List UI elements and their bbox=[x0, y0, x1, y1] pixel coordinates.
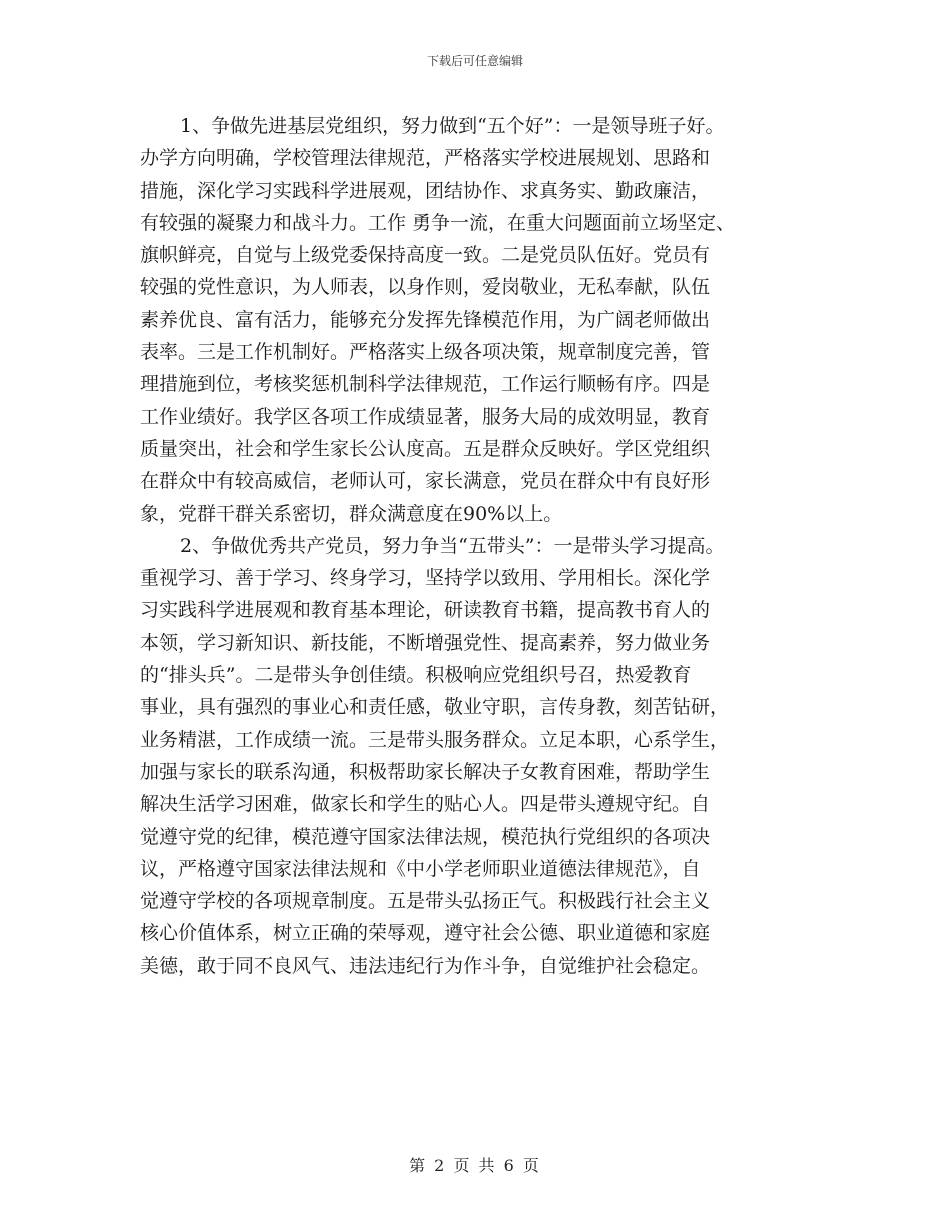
paragraph-line: 旗帜鲜亮，自觉与上级党委保持高度一致。二是党员队伍好。党员有 bbox=[140, 244, 711, 267]
paragraph-line: 工作业绩好。我学区各项工作成绩显著，服务大局的成效明显，教育 bbox=[140, 405, 711, 428]
paragraph-line: 素养优良、富有活力，能够充分发挥先锋模范作用，为广阔老师做出 bbox=[140, 308, 711, 331]
paragraph-line: 核心价值体系，树立正确的荣辱观，遵守社会公德、职业道德和家庭 bbox=[140, 922, 711, 945]
paragraph-line: 业务精湛，工作成绩一流。三是带头服务群众。立足本职，心系学生， bbox=[140, 728, 730, 751]
paragraph-line: 象，党群干群关系密切，群众满意度在90%以上。 bbox=[140, 502, 563, 525]
paragraph-1 bbox=[140, 110, 820, 530]
page-header: 下载后可任意编辑 bbox=[426, 54, 523, 68]
paragraph-line: 觉遵守党的纪律，模范遵守国家法律法规，模范执行党组织的各项决 bbox=[140, 825, 711, 848]
paragraph-line: 加强与家长的联系沟通，积极帮助家长解决子女教育困难，帮助学生 bbox=[140, 760, 711, 783]
document-body bbox=[140, 110, 820, 982]
paragraph-line: 质量突出，社会和学生家长公认度高。五是群众反映好。学区党组织 bbox=[140, 437, 711, 460]
page-number-footer: 第 2 页 共 6 页 bbox=[409, 1156, 541, 1175]
paragraph-line: 在群众中有较高威信，老师认可，家长满意，党员在群众中有良好形 bbox=[140, 470, 711, 493]
paragraph-line: 措施，深化学习实践科学进展观，团结协作、求真务实、勤政廉洁， bbox=[140, 179, 711, 202]
paragraph-2 bbox=[140, 530, 820, 982]
paragraph-line: 重视学习、善于学习、终身学习，坚持学以致用、学用相长。深化学 bbox=[140, 567, 711, 590]
paragraph-line: 的“排头兵”。二是带头争创佳绩。积极响应党组织号召，热爱教育 bbox=[140, 664, 692, 687]
paragraph-line: 议，严格遵守国家法律法规和《中小学老师职业道德法律规范》，自 bbox=[140, 857, 701, 880]
paragraph-line: 1、争做先进基层党组织，努力做到“五个好”：一是领导班子好。 bbox=[180, 115, 725, 137]
paragraph-line: 理措施到位，考核奖惩机制科学法律规范，工作运行顺畅有序。四是 bbox=[140, 373, 711, 396]
paragraph-line: 本领，学习新知识、新技能，不断增强党性、提高素养，努力做业务 bbox=[140, 631, 711, 654]
paragraph-line: 觉遵守学校的各项规章制度。五是带头弘扬正气。积极践行社会主义 bbox=[140, 890, 711, 913]
paragraph-line: 表率。三是工作机制好。严格落实上级各项决策，规章制度完善，管 bbox=[140, 341, 711, 364]
paragraph-line: 解决生活学习困难，做家长和学生的贴心人。四是带头遵规守纪。自 bbox=[140, 793, 711, 816]
paragraph-line: 办学方向明确，学校管理法律规范，严格落实学校进展规划、思路和 bbox=[140, 147, 711, 170]
paragraph-line: 有较强的凝聚力和战斗力。工作 勇争一流，在重大问题面前立场坚定、 bbox=[140, 211, 736, 234]
paragraph-line: 较强的党性意识，为人师表，以身作则，爱岗敬业，无私奉献，队伍 bbox=[140, 276, 711, 299]
paragraph-line: 2、争做优秀共产党员，努力争当“五带头”：一是带头学习提高。 bbox=[180, 534, 725, 557]
paragraph-line: 事业，具有强烈的事业心和责任感，敬业守职，言传身教，刻苦钻研， bbox=[140, 696, 730, 719]
paragraph-line: 美德，敢于同不良风气、违法违纪行为作斗争，自觉维护社会稳定。 bbox=[140, 954, 711, 977]
paragraph-line: 习实践科学进展观和教育基本理论，研读教育书籍，提高教书育人的 bbox=[140, 599, 711, 622]
